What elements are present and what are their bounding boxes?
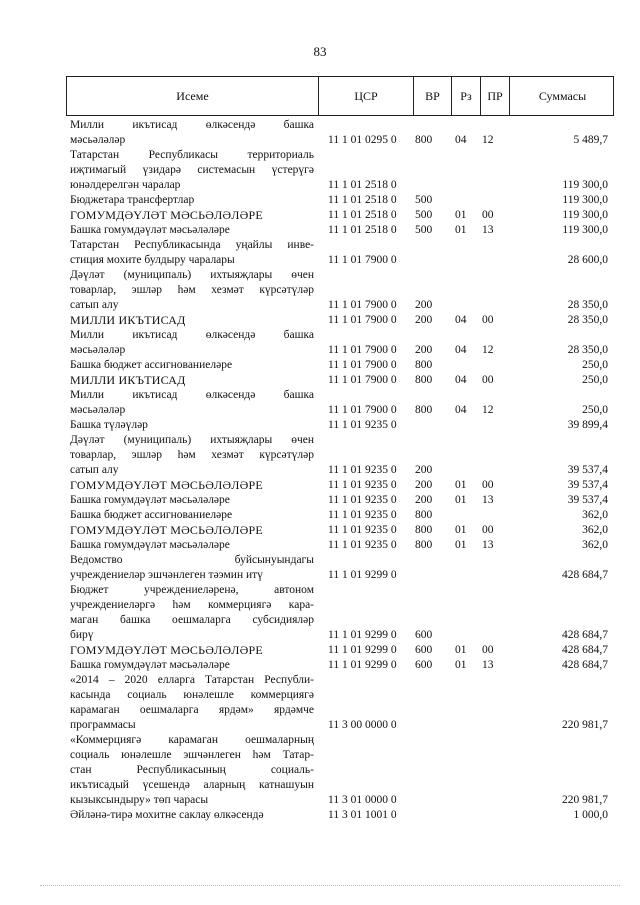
row-name-line: Башка гомумдәүләт мәсьәләләре: [70, 494, 230, 506]
row-vr: 500: [415, 209, 433, 221]
row-sum: 428 684,7: [562, 644, 608, 656]
row-name: [66, 268, 318, 313]
row-name-line: Татарстан Республикасында уңайлы инве-: [70, 239, 314, 251]
row-csr: 11 1 01 0295 0: [328, 134, 397, 146]
row-vr: 200: [415, 344, 433, 356]
row-csr: 11 1 01 9299 0: [328, 569, 397, 581]
header-rz: Рз: [452, 77, 481, 115]
row-name: [66, 118, 318, 148]
row-name: [66, 193, 318, 208]
header-name: Исеме: [67, 77, 319, 115]
row-name: [66, 418, 318, 433]
footer-divider: [40, 885, 620, 886]
row-pr: 12: [482, 404, 494, 416]
row-csr: 11 1 01 9299 0: [328, 629, 397, 641]
row-vr: 800: [415, 539, 433, 551]
row-name: [66, 658, 318, 673]
table-row: [66, 388, 614, 418]
row-sum: 250,0: [582, 359, 608, 371]
table-row: [66, 148, 614, 193]
row-csr: 11 1 01 9235 0: [328, 464, 397, 476]
row-name-line: Әйләнә-тирә мохитне саклау өлкәсендә: [70, 809, 264, 821]
row-name: [66, 388, 318, 418]
row-sum: 119 300,0: [562, 209, 608, 221]
row-name-line: сатып алу: [70, 299, 119, 311]
row-name-line: Башка гомумдәүләт мәсьәләләре: [70, 539, 230, 551]
row-csr: 11 1 01 2518 0: [328, 194, 397, 206]
row-csr: 11 1 01 9235 0: [328, 419, 397, 431]
row-csr: 11 1 01 7900 0: [328, 314, 397, 326]
row-sum: 119 300,0: [562, 179, 608, 191]
row-name-line: Милли икътисад өлкәсендә башка: [70, 119, 314, 131]
row-pr: 12: [482, 344, 494, 356]
row-name: [66, 223, 318, 238]
row-sum: 39 899,4: [567, 419, 608, 431]
row-name-line: Ведомство буйсынуындагы: [70, 554, 314, 566]
row-sum: 362,0: [582, 539, 608, 551]
table-row: [66, 673, 614, 733]
header-vr: ВР: [414, 77, 452, 115]
table-row: [66, 433, 614, 478]
row-name: [66, 358, 318, 373]
row-name-line: юнәлдерелгән чаралар: [70, 179, 181, 191]
table-row: [66, 493, 614, 508]
table-row: [66, 808, 614, 823]
table-body: [66, 118, 614, 823]
row-sum: 362,0: [582, 509, 608, 521]
row-name-line: «Коммерциягә карамаган оешмаларның: [70, 734, 314, 746]
row-csr: 11 1 01 2518 0: [328, 224, 397, 236]
row-sum: 1 000,0: [573, 809, 608, 821]
row-csr: 11 1 01 2518 0: [328, 179, 397, 191]
table-header: [66, 76, 614, 116]
table-row: [66, 193, 614, 208]
row-sum: 428 684,7: [562, 569, 608, 581]
row-name: [66, 478, 318, 493]
row-sum: 220 981,7: [562, 719, 608, 731]
row-name: [66, 508, 318, 523]
row-name-line: «2014 – 2020 елларга Татарстан Республи-: [70, 674, 314, 686]
row-name-line: МИЛЛИ ИКЪТИСАД: [70, 373, 186, 387]
row-name-line: Башка бюджет ассигнованиеләре: [70, 359, 233, 371]
table-row: [66, 313, 614, 328]
row-vr: 800: [415, 134, 433, 146]
row-name-line: мәсьәләләр: [70, 344, 126, 356]
table-row: [66, 553, 614, 583]
row-sum: 39 537,4: [567, 464, 608, 476]
row-name: [66, 328, 318, 358]
row-name-line: программасы: [70, 719, 136, 731]
row-name-line: Башка гомумдәүләт мәсьәләләре: [70, 224, 230, 236]
row-name: [66, 148, 318, 193]
row-csr: 11 1 01 7900 0: [328, 404, 397, 416]
row-csr: 11 1 01 7900 0: [328, 359, 397, 371]
row-vr: 800: [415, 509, 433, 521]
row-csr: 11 1 01 2518 0: [328, 209, 397, 221]
row-pr: 13: [482, 494, 494, 506]
row-name-line: мәсьәләләр: [70, 404, 126, 416]
row-vr: 800: [415, 359, 433, 371]
row-rz: 04: [455, 314, 467, 326]
row-rz: 04: [455, 344, 467, 356]
row-csr: 11 1 01 9299 0: [328, 644, 397, 656]
row-vr: 800: [415, 404, 433, 416]
row-name-line: касында социаль юнәлешле коммерциягә: [70, 689, 314, 701]
row-csr: 11 3 01 1001 0: [328, 809, 397, 821]
row-csr: 11 1 01 7900 0: [328, 299, 397, 311]
row-vr: 600: [415, 659, 433, 671]
row-sum: 39 537,4: [567, 479, 608, 491]
row-name: [66, 553, 318, 583]
row-vr: 200: [415, 314, 433, 326]
row-sum: 28 600,0: [567, 254, 608, 266]
table-row: [66, 658, 614, 673]
row-name-line: иҗтимагый үзидарә системасын үстерүгә: [70, 164, 314, 176]
row-name-line: мәсьәләләр: [70, 134, 126, 146]
row-name-line: бирү: [70, 629, 94, 641]
row-vr: 800: [415, 524, 433, 536]
row-name-line: маган башка оешмаларга субсидияләр: [70, 614, 314, 626]
row-csr: 11 1 01 9235 0: [328, 494, 397, 506]
row-pr: 00: [482, 374, 494, 386]
table-row: [66, 538, 614, 553]
row-name-line: стан Республикасының социаль-: [70, 764, 314, 776]
header-sum: Суммасы: [538, 88, 587, 103]
row-csr: 11 1 01 7900 0: [328, 374, 397, 386]
row-rz: 04: [455, 134, 467, 146]
table-row: [66, 508, 614, 523]
row-pr: 00: [482, 524, 494, 536]
row-pr: 00: [482, 644, 494, 656]
row-vr: 600: [415, 644, 433, 656]
row-vr: 200: [415, 494, 433, 506]
row-name: [66, 808, 318, 823]
row-rz: 04: [455, 374, 467, 386]
row-vr: 500: [415, 194, 433, 206]
row-name-line: стиция мохите булдыру чаралары: [70, 254, 235, 266]
row-pr: 13: [482, 659, 494, 671]
row-rz: 01: [455, 659, 467, 671]
row-sum: 362,0: [582, 524, 608, 536]
row-name: [66, 208, 318, 223]
row-pr: 00: [482, 209, 494, 221]
row-rz: 01: [455, 539, 467, 551]
row-sum: 119 300,0: [562, 224, 608, 236]
row-sum: 28 350,0: [567, 344, 608, 356]
table-row: [66, 328, 614, 358]
header-csr: ЦСР: [319, 77, 414, 115]
row-vr: 500: [415, 224, 433, 236]
row-name-line: товарлар, эшләр һәм хезмәт күрсәтүләр: [70, 449, 314, 461]
row-name: [66, 643, 318, 658]
row-sum: 250,0: [582, 374, 608, 386]
page-number: 83: [313, 44, 327, 59]
table-row: [66, 373, 614, 388]
table-row: [66, 208, 614, 223]
row-rz: 01: [455, 224, 467, 236]
row-vr: 600: [415, 629, 433, 641]
row-name-line: Башка гомумдәүләт мәсьәләләре: [70, 659, 230, 671]
table-row: [66, 268, 614, 313]
header-pr: ПР: [481, 77, 510, 115]
row-pr: 12: [482, 134, 494, 146]
row-csr: 11 1 01 9235 0: [328, 479, 397, 491]
row-name-line: икътисадый үсешендә аларның катнашуын: [70, 779, 314, 791]
row-name: [66, 313, 318, 328]
row-csr: 11 1 01 9299 0: [328, 659, 397, 671]
row-sum: 428 684,7: [562, 629, 608, 641]
table-row: [66, 358, 614, 373]
table-row: [66, 733, 614, 808]
row-rz: 01: [455, 494, 467, 506]
row-rz: 04: [455, 404, 467, 416]
row-name: [66, 523, 318, 538]
row-sum: 428 684,7: [562, 659, 608, 671]
row-name-line: ГОМУМДӘҮЛӘТ МӘСЬӘЛӘЛӘРЕ: [70, 643, 263, 657]
row-name-line: сатып алу: [70, 464, 119, 476]
row-sum: 28 350,0: [567, 299, 608, 311]
row-csr: 11 1 01 9235 0: [328, 539, 397, 551]
row-pr: 13: [482, 224, 494, 236]
row-name-line: ГОМУМДӘҮЛӘТ МӘСЬӘЛӘЛӘРЕ: [70, 478, 263, 492]
budget-table: [66, 76, 614, 823]
row-name-line: ГОМУМДӘҮЛӘТ МӘСЬӘЛӘЛӘРЕ: [70, 523, 263, 537]
row-name: [66, 238, 318, 268]
table-row: [66, 583, 614, 643]
row-csr: 11 1 01 7900 0: [328, 344, 397, 356]
row-name: [66, 493, 318, 508]
row-sum: 5 489,7: [573, 134, 608, 146]
row-name: [66, 433, 318, 478]
row-vr: 200: [415, 464, 433, 476]
row-vr: 800: [415, 374, 433, 386]
row-csr: 11 3 01 0000 0: [328, 794, 397, 806]
row-rz: 01: [455, 479, 467, 491]
row-csr: 11 1 01 9235 0: [328, 509, 397, 521]
row-rz: 01: [455, 209, 467, 221]
row-name-line: Бюджетара трансфертлар: [70, 194, 195, 206]
table-row: [66, 238, 614, 268]
row-name: [66, 538, 318, 553]
table-row: [66, 643, 614, 658]
row-name-line: ГОМУМДӘҮЛӘТ МӘСЬӘЛӘЛӘРЕ: [70, 208, 263, 222]
row-name-line: Дәүләт (муниципаль) ихтыяҗлары өчен: [70, 269, 314, 281]
row-sum: 250,0: [582, 404, 608, 416]
row-csr: 11 1 01 7900 0: [328, 254, 397, 266]
row-name-line: товарлар, эшләр һәм хезмәт күрсәтүләр: [70, 284, 314, 296]
table-row: [66, 223, 614, 238]
row-sum: 39 537,4: [567, 494, 608, 506]
row-name-line: социаль юнәлешле эшчәнлеген һәм Татар-: [70, 749, 314, 761]
row-name-line: карамаган оешмаларга ярдәм» ярдәмче: [70, 704, 314, 716]
row-pr: 13: [482, 539, 494, 551]
table-row: [66, 418, 614, 433]
row-sum: 220 981,7: [562, 794, 608, 806]
table-row: [66, 118, 614, 148]
table-row: [66, 478, 614, 493]
row-name-line: Милли икътисад өлкәсендә башка: [70, 389, 314, 401]
row-name-line: учреждениеләр эшчәнлеген тәэмин итү: [70, 569, 263, 581]
row-name-line: кызыксындыру» төп чарасы: [70, 794, 209, 806]
row-rz: 01: [455, 644, 467, 656]
row-csr: 11 3 00 0000 0: [328, 719, 397, 731]
row-name: [66, 373, 318, 388]
row-name-line: учреждениеләргә һәм коммерциягә кара-: [70, 599, 314, 611]
row-name-line: Милли икътисад өлкәсендә башка: [70, 329, 314, 341]
row-name: [66, 733, 318, 808]
row-name-line: Дәүләт (муниципаль) ихтыяҗлары өчен: [70, 434, 314, 446]
row-rz: 01: [455, 524, 467, 536]
row-csr: 11 1 01 9235 0: [328, 524, 397, 536]
row-name-line: Татарстан Республикасы территориаль: [70, 149, 314, 161]
row-name-line: Башка бюджет ассигнованиеләре: [70, 509, 233, 521]
row-pr: 00: [482, 314, 494, 326]
row-vr: 200: [415, 479, 433, 491]
table-row: [66, 523, 614, 538]
row-vr: 200: [415, 299, 433, 311]
row-name-line: МИЛЛИ ИКЪТИСАД: [70, 313, 186, 327]
row-name-line: Башка түләүләр: [70, 419, 148, 431]
row-sum: 28 350,0: [567, 314, 608, 326]
row-name: [66, 673, 318, 733]
row-sum: 119 300,0: [562, 194, 608, 206]
row-pr: 00: [482, 479, 494, 491]
row-name-line: Бюджет учреждениеләренә, автоном: [70, 584, 314, 596]
row-name: [66, 583, 318, 643]
